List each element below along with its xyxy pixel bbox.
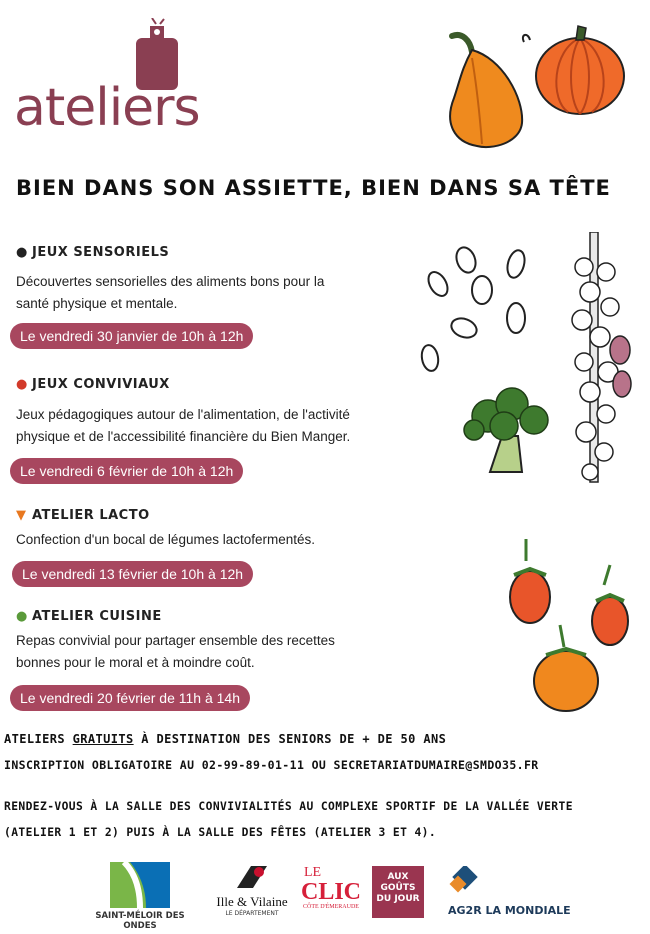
- tomatoes-illustration: [500, 535, 640, 715]
- logo-ille-vilaine: Ille & Vilaine LE DÉPARTEMENT: [206, 862, 298, 917]
- logo-ag2r: AG2R LA MONDIALE: [448, 866, 578, 917]
- lemon-icon: ●: [16, 245, 28, 260]
- apple-icon: ●: [16, 377, 28, 392]
- section-title-conviviaux: ● JEUX CONVIVIAUX: [16, 377, 170, 392]
- section-title-sensoriels: ● JEUX SENSORIELS: [16, 245, 170, 260]
- saint-meloir-logo-icon: [110, 862, 170, 908]
- logo-saint-meloir: SAINT-MÉLOIR DES ONDES: [78, 862, 202, 931]
- date-badge-cuisine: Le vendredi 20 février de 11h à 14h: [10, 685, 250, 711]
- footer-venue-line1: RENDEZ-VOUS À LA SALLE DES CONVIVIALITÉS AU COMPLEXE SPORTIF DE LA VALLÉE VERTE: [4, 800, 573, 813]
- free-word: GRATUITS: [72, 732, 134, 746]
- footer-venue-line2: (ATELIER 1 ET 2) PUIS À LA SALLE DES FÊTES (ATELIER 3 ET 4).: [4, 826, 437, 839]
- section-desc-lacto: Confection d'un bocal de légumes lactofermentés.: [16, 532, 316, 547]
- section-title-cuisine: ● ATELIER CUISINE: [16, 609, 162, 624]
- page-title: BIEN DANS SON ASSIETTE, BIEN DANS SA TÊTE: [16, 176, 611, 200]
- logo-aux-gouts-du-jour: AUX GOÛTS DU JOUR: [372, 866, 424, 918]
- logo-clic: LE CLIC CÔTE D'ÉMERAUDE: [300, 865, 361, 910]
- ag2r-logo-icon: [448, 866, 482, 900]
- section-desc-cuisine: Repas convivial pour partager ensemble des recettes bonnes pour le moral et à moindre coût.: [16, 633, 335, 670]
- ille-vilaine-logo-icon: [235, 862, 269, 890]
- carrot-icon: ▼: [16, 508, 27, 523]
- date-badge-sensoriels: Le vendredi 30 janvier de 10h à 12h: [10, 323, 253, 349]
- footer-registration: INSCRIPTION OBLIGATOIRE AU 02-99-89-01-11 OU SECRETARIATDUMAIRE@SMDO35.FR: [4, 758, 539, 772]
- pumpkin-illustration: [518, 20, 630, 120]
- broccoli-illustration: [460, 386, 560, 478]
- section-title-lacto: ▼ ATELIER LACTO: [16, 508, 150, 523]
- garlic-braid-illustration: [570, 232, 640, 487]
- date-badge-conviviaux: Le vendredi 6 février de 10h à 12h: [10, 458, 243, 484]
- ateliers-logo: ateliers: [14, 78, 200, 138]
- squash-illustration: [432, 28, 532, 150]
- footer-free-info: ATELIERS GRATUITS À DESTINATION DES SENIORS DE + DE 50 ANS: [4, 732, 447, 746]
- section-desc-conviviaux: Jeux pédagogiques autour de l'alimentation, de l'activité physique et de l'accessibilité financière du Bien Manger.: [16, 407, 351, 444]
- salad-icon: ●: [16, 609, 28, 624]
- seeds-illustration: [418, 240, 538, 380]
- section-desc-sensoriels: Découvertes sensorielles des aliments bons pour la santé physique et mentale.: [16, 274, 325, 311]
- date-badge-lacto: Le vendredi 13 février de 10h à 12h: [12, 561, 253, 587]
